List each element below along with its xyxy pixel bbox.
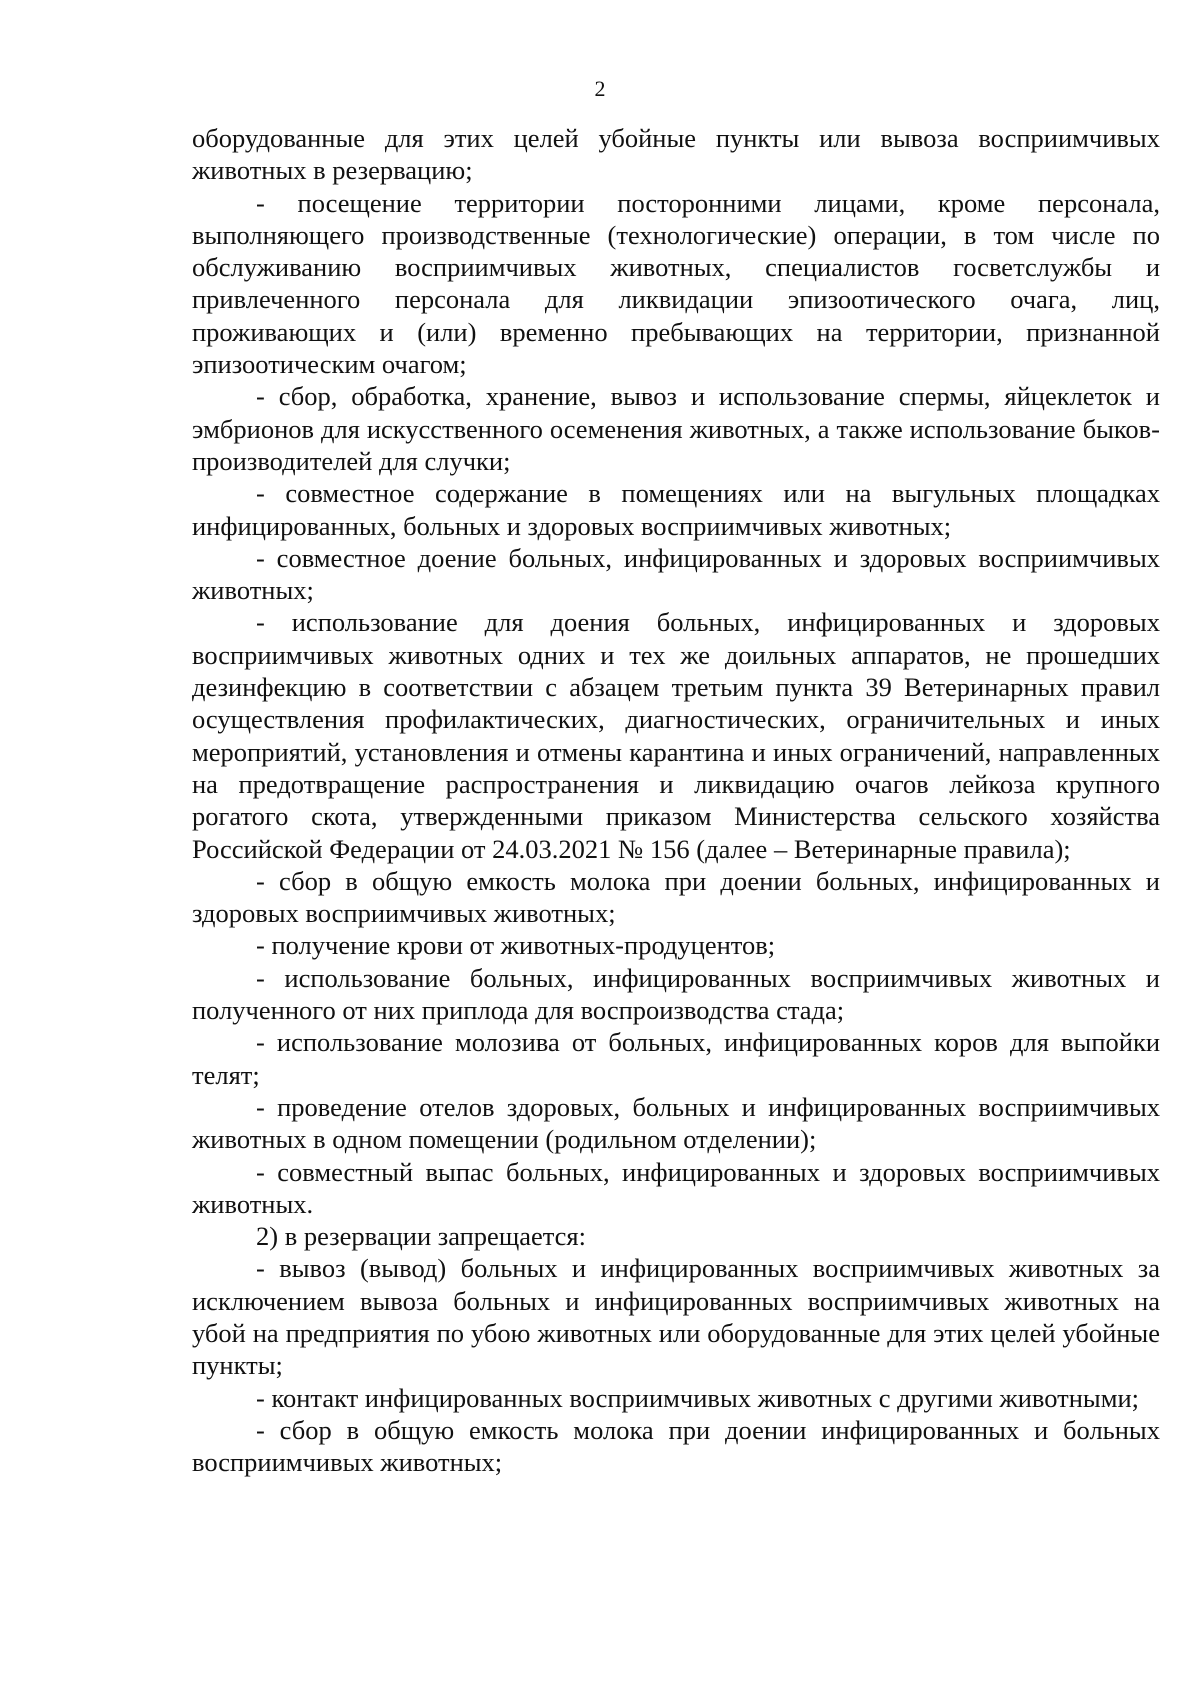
list-item-calving: - проведение отелов здоровых, больных и инфицированных восприимчивых животных в одном помещении (родильном отделении); bbox=[192, 1091, 1160, 1155]
list-item-joint-grazing: - совместный выпас больных, инфицированных и здоровых восприимчивых животных. bbox=[192, 1156, 1160, 1219]
list-item-milk-collection-reservation: - сбор в общую емкость молока при доении инфицированных и больных восприимчивых животных; bbox=[192, 1414, 1160, 1478]
list-item-joint-housing: - совместное содержание в помещениях или на выгульных площадках инфицированных, больных и здоровых восприимчивых животных; bbox=[192, 478, 1160, 541]
page-number: 2 bbox=[594, 76, 606, 101]
list-item-colostrum-use: - использование молозива от больных, инфицированных коров для выпойки телят; bbox=[192, 1027, 1160, 1090]
list-item-blood-collection: - получение крови от животных-продуцентов; bbox=[256, 930, 776, 961]
list-item-removal: - вывоз (вывод) больных и инфицированных восприимчивых животных за исключением вывоза больных и инфицированных восприимчивых животных на убой на предприятия по убою животных или оборудованные для этих целей убойные пункты; bbox=[192, 1253, 1160, 1381]
list-item-milk-collection: - сбор в общую емкость молока при доении больных, инфицированных и здоровых восприимчивых животных; bbox=[192, 865, 1160, 929]
list-item-sperm-collection: - сбор, обработка, хранение, вывоз и использование спермы, яйцеклеток и эмбрионов для искусственного осеменения животных, а также использование быков-производителей для случки; bbox=[192, 381, 1160, 476]
paragraph-continuation: оборудованные для этих целей убойные пункты или вывоза восприимчивых животных в резервацию; bbox=[192, 123, 1160, 186]
list-item-breeding-use: - использование больных, инфицированных восприимчивых животных и полученного от них приплода для воспроизводства стада; bbox=[192, 962, 1160, 1026]
document-body bbox=[192, 122, 1160, 1478]
section-heading-reservation: 2) в резервации запрещается: bbox=[256, 1221, 586, 1252]
list-item-visitors: - посещение территории посторонними лицами, кроме персонала, выполняющего производственные (технологические) операции, в том числе по обслуживанию восприимчивых животных, специалистов госветслужбы и привлеченного персонала для ликвидации эпизоотического очага, лиц, проживающих и (или) временно пребывающих на территории, признанной эпизоотическим очагом; bbox=[192, 187, 1160, 380]
list-item-milking-equipment: - использование для доения больных, инфицированных и здоровых восприимчивых животных одних и тех же доильных аппаратов, не прошедших дезинфекцию в соответствии с абзацем третьим пункта 39 Ветеринарных правил осуществления профилактических, диагностических, ограничительных и иных мероприятий, установления и отмены карантина и иных ограничений, направленных на предотвращение распространения и ликвидацию очагов лейкоза крупного рогатого скота, утвержденными приказом Министерства сельского хозяйства Российской Федерации от 24.03.2021 № 156 (далее – Ветеринарные правила); bbox=[192, 607, 1160, 864]
list-item-contact: - контакт инфицированных восприимчивых животных с другими животными; bbox=[256, 1382, 1140, 1413]
list-item-joint-milking: - совместное доение больных, инфицированных и здоровых восприимчивых животных; bbox=[192, 542, 1160, 606]
